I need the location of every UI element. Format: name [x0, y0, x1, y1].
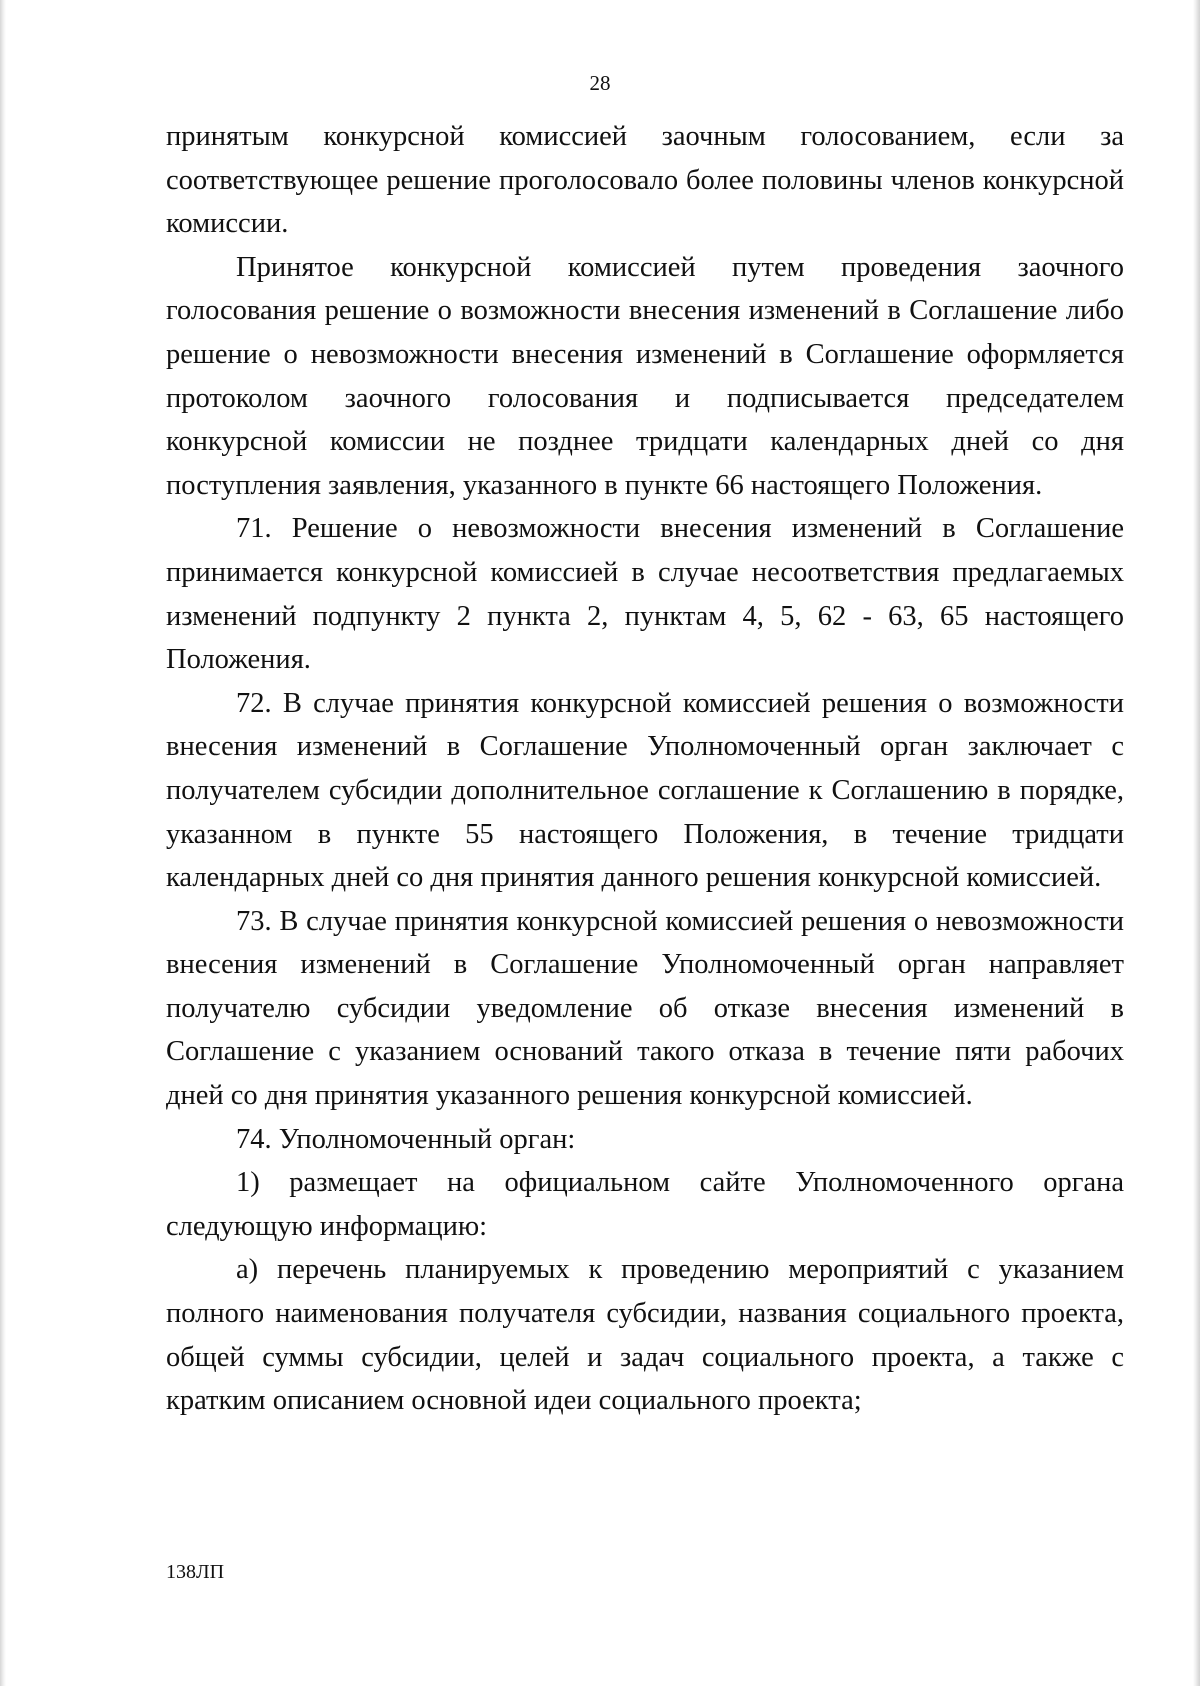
paragraph-item-71: 71. Решение о невозможности внесения изменений в Соглашение принимается конкурсной комиссией в случае несоответствия предлагаемых изменений подпункту 2 пункта 2, пунктам 4, 5, 62 - 63, 65 настоящего Положения.	[166, 513, 1124, 676]
paragraph-continuation: принятым конкурсной комиссией заочным голосованием, если за соответствующее решение проголосовало более половины членов конкурсной комиссии.	[166, 121, 1124, 240]
footer-document-code: 138ЛП	[166, 1561, 225, 1583]
document-body	[166, 115, 1124, 1423]
paragraph-subitem-a: а) перечень планируемых к проведению мероприятий с указанием полного наименования получателя субсидии, названия социального проекта, общей суммы субсидии, целей и задач социального проекта, а также с кратким описанием основной идеи социального проекта;	[166, 1254, 1124, 1417]
paragraph-subitem-1: 1) размещает на официальном сайте Уполномоченного органа следующую информацию:	[166, 1167, 1124, 1242]
scan-edge-right	[1193, 0, 1200, 1686]
page-number: 28	[589, 71, 611, 95]
scan-edge-left	[0, 0, 6, 1686]
paragraph-item-72: 72. В случае принятия конкурсной комиссией решения о возможности внесения изменений в Соглашение Уполномоченный орган заключает с получателем субсидии дополнительное соглашение к Соглашению в порядке, указанном в пункте 55 настоящего Положения, в течение тридцати календарных дней со дня принятия данного решения конкурсной комиссией.	[166, 687, 1124, 894]
paragraph-item-73: 73. В случае принятия конкурсной комиссией решения о невозможности внесения изменений в Соглашение Уполномоченный орган направляет получателю субсидии уведомление об отказе внесения изменений в Соглашение с указанием оснований такого отказа в течение пяти рабочих дней со дня принятия указанного решения конкурсной комиссией.	[166, 905, 1124, 1112]
paragraph-item-74: 74. Уполномоченный орган:	[236, 1123, 576, 1155]
paragraph-protocol: Принятое конкурсной комиссией путем проведения заочного голосования решение о возможности внесения изменений в Соглашение либо решение о невозможности внесения изменений в Соглашение оформляется протоколом заочного голосования и подписывается председателем конкурсной комиссии не позднее тридцати календарных дней со дня поступления заявления, указанного в пункте 66 настоящего Положения.	[166, 251, 1124, 501]
